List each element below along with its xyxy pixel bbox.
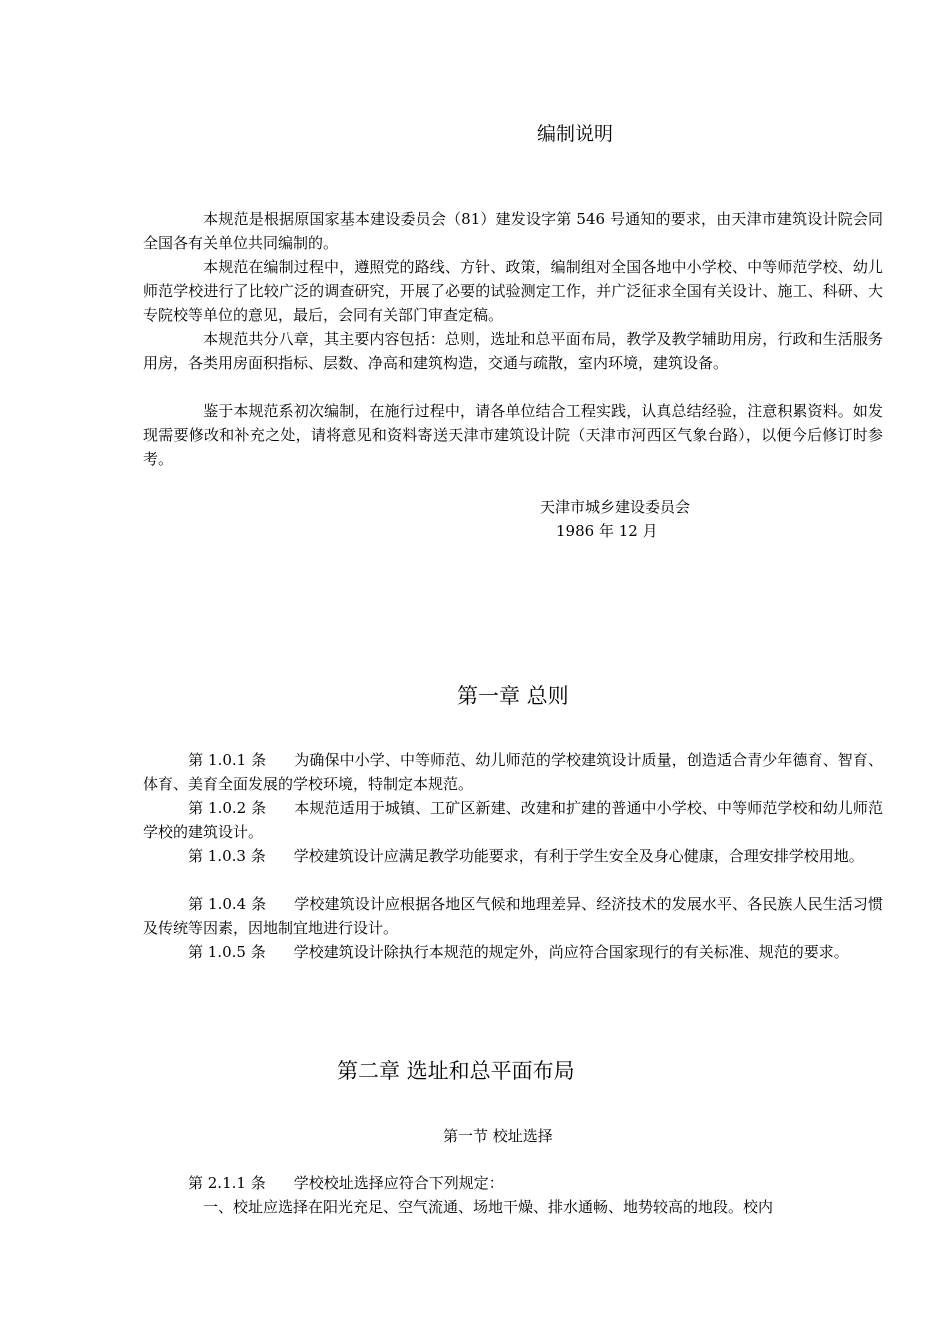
preface-paragraph-3: 本规范共分八章，其主要内容包括：总则，选址和总平面布局，教学及教学辅助用房，行政和生活服务用房，各类用房面积指标、层数、净高和建筑构造，交通与疏散，室内环境，建筑设备。 [143, 330, 883, 372]
preface-paragraph-2: 本规范在编制过程中，遵照党的路线、方针、政策，编制组对全国各地中小学校、中等师范学校、幼儿师范学校进行了比较广泛的调查研究，开展了必要的试验测定工作，并广泛征求全国有关设计、施工、科研、大专院校等单位的意见，最后，会同有关部门审查定稿。 [143, 258, 883, 324]
section-1-title: 第一节 校址选择 [443, 1127, 553, 1145]
preface-title: 编制说明 [537, 123, 614, 145]
chapter-2-title: 第二章 选址和总平面布局 [337, 1059, 575, 1083]
clause-number: 第 1.0.3 条 [188, 847, 266, 865]
preface-paragraph-4: 鉴于本规范系初次编制，在施行过程中，请各单位结合工程实践，认真总结经验，注意积累资料。如发现需要修改和补充之处，请将意见和资料寄送天津市建筑设计院（天津市河西区气象台路），以便今后修订时参考。 [143, 402, 883, 468]
clause-2-1-1: 第 2.1.1 条 学校校址选择应符合下列规定： [188, 1174, 504, 1192]
clause-number: 第 2.1.1 条 [188, 1174, 266, 1192]
clause-1-0-4: 第 1.0.4 条 学校建筑设计应根据各地区气候和地理差异、经济技术的发展水平、各民族人民生活习惯及传统等因素，因地制宜地进行设计。 [143, 895, 884, 937]
signature-date: 1986 年 12 月 [556, 522, 658, 540]
clause-1-0-2: 第 1.0.2 条 本规范适用于城镇、工矿区新建、改建和扩建的普通中小学校、中等师范学校和幼儿师范学校的建筑设计。 [143, 799, 884, 841]
chapter-1-title: 第一章 总则 [457, 684, 569, 708]
clause-number: 第 1.0.1 条 [188, 751, 267, 769]
preface-paragraph-1: 本规范是根据原国家基本建设委员会（81）建发设字第 546 号通知的要求，由天津市建筑设计院会同全国各有关单位共同编制的。 [143, 210, 883, 252]
signature-organization: 天津市城乡建设委员会 [540, 498, 691, 516]
clause-number: 第 1.0.4 条 [188, 895, 267, 913]
clause-1-0-1: 第 1.0.1 条 为确保中小学、中等师范、幼儿师范的学校建筑设计质量，创造适合青少年德育、智育、体育、美育全面发展的学校环境，特制定本规范。 [143, 751, 884, 793]
clause-1-0-3: 第 1.0.3 条 学校建筑设计应满足教学功能要求，有利于学生安全及身心健康，合理安排学校用地。 [188, 847, 864, 865]
clause-1-0-5: 第 1.0.5 条 学校建筑设计除执行本规范的规定外，尚应符合国家现行的有关标准、规范的要求。 [188, 943, 849, 961]
clause-2-1-1-item-1: 一、校址应选择在阳光充足、空气流通、场地干燥、排水通畅、地势较高的地段。校内 [203, 1198, 774, 1216]
clause-number: 第 1.0.2 条 [188, 799, 267, 817]
clause-number: 第 1.0.5 条 [188, 943, 266, 961]
